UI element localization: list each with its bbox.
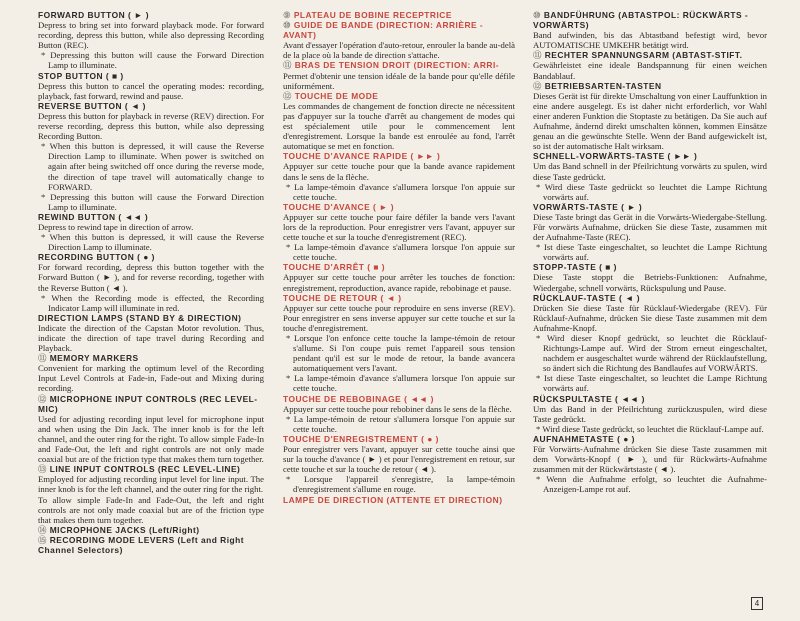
text: MEMORY MARKERS xyxy=(49,353,139,364)
text: VORWÄRTS-TASTE ( ► ) xyxy=(533,201,643,212)
text: PLATEAU DE BOBINE RECEPTRICE xyxy=(293,10,452,20)
text: Depress to bring set into forward playback mode. For forward recording, depress this button, while also depressing Recording Button (REC). xyxy=(38,20,264,51)
text: RÜCKSPULTASTE ( ◄◄ ) xyxy=(533,393,645,404)
paragraph xyxy=(38,474,264,494)
paragraph xyxy=(533,444,767,474)
bullet-note xyxy=(286,333,515,374)
section-heading xyxy=(38,394,264,414)
text: To allow simple Fade-In and Fade-Out, the left and right controls are not only made coaxial but are of the friction type that makes them turn together. xyxy=(38,494,264,525)
text: * Ist diese Taste eingeschaltet, so leuchtet die Lampe Richtung vorwärts auf. xyxy=(536,242,767,263)
text: TOUCHE D'ARRÊT ( ■ ) xyxy=(283,262,386,273)
section-heading xyxy=(283,262,515,272)
text: Band aufwinden, bis das Abtastband befestigt wird, bevor AUTOMATISCHE UMKEHR betätigt wird. xyxy=(533,30,767,51)
paragraph xyxy=(38,414,264,464)
section-heading xyxy=(283,60,515,70)
text: * Wird diese Taste gedrückt so leuchtet die Lampe Richtung vorwärts auf. xyxy=(536,181,767,202)
section-heading xyxy=(533,202,767,212)
paragraph xyxy=(38,20,264,50)
paragraph xyxy=(38,323,264,353)
text: * Wird dieser Knopf gedrückt, so leuchtet die Rücklauf-Richtungs-Lampe auf. Wird der Strom erneut eingeschaltet, nachdem er ausgeschaltet wurde während der Rücklaufstellung, so ändert sich die Richtung des Bandlaufes auf VORWÄRTS. xyxy=(536,333,767,374)
text: DIRECTION LAMPS (STAND BY & DIRECTION) xyxy=(38,312,242,323)
text: BETRIEBSARTEN-TASTEN xyxy=(544,80,662,91)
text: For forward recording, depress this button together with the Forward Button ( ► ), and for reverse recording, together with the Reverse Button ( ◄ ). xyxy=(38,262,264,293)
text: RECORDING MODE LEVERS (Left and Right Channel Selectors) xyxy=(38,534,245,555)
text: Depress to rewind tape in direction of arrow. xyxy=(38,221,194,232)
item-number: ⑮ xyxy=(38,534,47,545)
text: RECHTER SPANNUNGSARM (ABTAST-STIFT. xyxy=(544,50,743,61)
section-heading xyxy=(283,495,515,505)
text: * Ist diese Taste eingeschaltet, so leuchtet die Lampe Richtung vorwärts auf. xyxy=(536,373,767,394)
paragraph xyxy=(533,212,767,242)
text: * When the Recording mode is effected, the Recording Indicator Lamp will illuminate in red. xyxy=(41,292,264,313)
text: Um das Band schnell in der Pfeilrichtung vorwärts zu spulen, wird diese Taste gedrückt. xyxy=(533,161,767,182)
text: FORWARD BUTTON ( ► ) xyxy=(38,10,150,20)
bullet-note xyxy=(536,373,767,394)
section-heading xyxy=(38,71,264,81)
section-heading xyxy=(38,212,264,222)
section-heading xyxy=(38,353,264,363)
paragraph xyxy=(283,161,515,181)
item-number: ⑪ xyxy=(533,50,542,61)
text: Permet d'obtenir une tension idéale de la bande pour qu'elle défile uniformément. xyxy=(283,70,515,91)
text: Appuyer sur cette touche pour reproduire en sens inverse (REV). Pour enregistrer en sens inverse appuyer sur cette touche et sur la touche d'enregistrement. xyxy=(283,302,515,333)
text: AUFNAHMETASTE ( ● ) xyxy=(533,433,635,444)
section-heading xyxy=(38,464,264,474)
paragraph xyxy=(38,262,264,292)
paragraph xyxy=(283,303,515,333)
text: * La lampe-témoin d'avance s'allumera lorsque l'on appuie sur cette touche. xyxy=(286,242,515,263)
section-heading xyxy=(533,81,767,91)
section-heading xyxy=(283,20,515,40)
section-heading xyxy=(533,293,767,303)
section-heading xyxy=(38,101,264,111)
text: Gewährleistet eine ideale Bandspannung für einen weichen Bandablauf. xyxy=(533,60,767,81)
paragraph xyxy=(533,272,767,292)
text: BRAS DE TENSION DROIT (DIRECTION: ARRI- xyxy=(294,60,500,71)
text: RECORDING BUTTON ( ● ) xyxy=(38,252,155,263)
item-number: ⑫ xyxy=(38,393,47,404)
text: TOUCHE DE REBOBINAGE ( ◄◄ ) xyxy=(283,393,434,404)
section-heading xyxy=(533,262,767,272)
section-heading xyxy=(283,434,515,444)
paragraph xyxy=(38,111,264,141)
bullet-note xyxy=(536,333,767,374)
text: TOUCHE D'AVANCE RAPIDE ( ►► ) xyxy=(283,151,441,162)
text: * La lampe-témoin d'avance s'allumera lorsque l'on appuie sur cette touche. xyxy=(286,181,515,202)
text: STOP BUTTON ( ■ ) xyxy=(38,70,124,81)
text: TOUCHE DE RETOUR ( ◄ ) xyxy=(283,292,402,303)
text: TOUCHE DE MODE xyxy=(294,90,379,101)
text: TOUCHE D'AVANCE ( ► ) xyxy=(283,201,395,212)
section-heading xyxy=(533,151,767,161)
text: Les commandes de changement de fonction directe ne nécessitent pas d'appuyer sur la touche d'arrêt au changement de modes qui est spécialement utile pour le commencement lent d'enregistrement. Lorsque la bande est enroulée au fond, l'arrêt automatique se met en fonction. xyxy=(283,100,515,152)
text: Appuyer sur cette touche pour arrêter les touches de fonction: enregistrement, reproduction, avance rapide, rebobinage et pause. xyxy=(283,272,515,293)
text: MICROPHONE JACKS (Left/Right) xyxy=(49,524,200,535)
text: BANDFÜHRUNG (ABTASTPOL: RÜCKWÄRTS - VORWÄRTS) xyxy=(533,10,749,31)
text: GUIDE DE BANDE (DIRECTION: ARRIÈRE - AVANT) xyxy=(283,20,484,41)
bullet-note xyxy=(286,373,515,394)
item-number: ⑨ xyxy=(283,10,292,20)
paragraph xyxy=(283,101,515,151)
item-number: ⑫ xyxy=(283,90,292,101)
bullet-note xyxy=(286,413,515,434)
paragraph xyxy=(533,303,767,333)
bullet-note xyxy=(536,181,767,202)
section-heading xyxy=(38,313,264,323)
paragraph xyxy=(283,71,515,91)
section-heading xyxy=(38,525,264,535)
text: * La lampe-témoin de retour s'allumera lorsque l'on appuie sur cette touche. xyxy=(286,413,515,434)
paragraph xyxy=(38,222,264,232)
text: Used for adjusting recording input level for microphone input and when using the Din Jack. The inner knob is for the left channel, and the outer ring for the right. To allow simple Fade-In and Fade-Out, the left and right controls are not only made coaxial but are of the friction type that makes them turn together. xyxy=(38,413,264,465)
item-number: ⑬ xyxy=(38,464,47,475)
paragraph xyxy=(283,40,515,60)
paragraph xyxy=(283,212,515,242)
page-number: 4 xyxy=(751,597,763,610)
bullet-note xyxy=(536,242,767,263)
paragraph xyxy=(38,495,264,525)
text: Pour enregistrer vers l'avant, appuyer sur cette touche ainsi que sur la touche d'avance ( ► ) et pour l'enregistrement en retour, sur cette touche et sur la touche de retour ( ◄ ). xyxy=(283,444,515,475)
section-heading xyxy=(283,202,515,212)
text: Dieses Gerät ist für direkte Umschaltung von einer Lauffunktion in eine andere ausgelegt. Es ist daher nicht erforderlich, vor Wahl einer anderen Funktion die Stoptaste zu betätigen. Da Sie auch auf Aufnahme, ändernd direkt umschalten können, kommen Einsätze genau an die gewünschte Stelle. Wenn der Band aufgewickelt ist, so ist der automatische Halt wirksam. xyxy=(533,90,767,152)
text: Diese Taste stoppt die Betriebs-Funktionen: Aufnahme, Wiedergabe, schnell vorwärts, Rückspulung und Pause. xyxy=(533,272,767,293)
text: MICROPHONE INPUT CONTROLS (REC LEVEL-MIC) xyxy=(38,393,258,414)
section-heading xyxy=(533,10,767,30)
bullet-note xyxy=(41,50,264,71)
text: STOPP-TASTE ( ■ ) xyxy=(533,262,617,273)
section-heading xyxy=(38,252,264,262)
bullet-note xyxy=(286,242,515,263)
item-number: ⑭ xyxy=(38,524,47,535)
text: * When this button is depressed, it will cause the Reverse Direction Lamp to illuminate. When power is switched on again after being switched off once during the reverse mode, the direction of tape travel will automatically change to FORWARD. xyxy=(41,141,264,192)
section-heading xyxy=(533,50,767,60)
section-heading xyxy=(283,293,515,303)
text: Appuyer sur cette touche pour rebobiner dans le sens de la flèche. xyxy=(283,403,512,414)
text: SCHNELL-VORWÄRTS-TASTE ( ►► ) xyxy=(533,151,698,162)
text: Diese Taste bringt das Gerät in die Vorwärts-Wiedergabe-Stellung. Für vorwärts Aufnahme, drücken Sie diese Taste, zusammen mit der Aufnahme-Taste (REC). xyxy=(533,211,767,243)
bullet-note xyxy=(41,292,264,313)
text: Drücken Sie diese Taste für Rücklauf-Wiedergabe (REV). Für Rücklauf-Aufnahme, drücken Sie diese Taste zusammen mit dem Aufnahme-Knopf. xyxy=(533,302,767,333)
text: Depress this button for playback in reverse (REV) direction. For reverse recording, depress this button, while also depressing Recording Button. xyxy=(38,110,264,142)
text: * Wenn die Aufnahme erfolgt, so leuchtet die Aufnahme-Anzeigen-Lampe rot auf. xyxy=(536,474,767,495)
text: LAMPE DE DIRECTION (ATTENTE ET DIRECTION) xyxy=(283,494,503,505)
text: * Depressing this button will cause the Forward Direction Lamp to illuminate. xyxy=(41,50,264,71)
text: REVERSE BUTTON ( ◄ ) xyxy=(38,100,146,111)
section-heading xyxy=(283,394,515,404)
text: Avant d'essayer l'opération d'auto-retour, enrouler la bande au-delà de la place où la bande de direction s'attache. xyxy=(283,40,515,61)
text: * Lorsque l'on enfonce cette touche la lampe-témoin de retour s'allume. Si l'on coupe puis remet l'appareil sous tension pendant qu'il est sur le mode de retour, la bande avancera automatiquement vers l'avant. xyxy=(286,333,515,374)
text: LINE INPUT CONTROLS (REC LEVEL-LINE) xyxy=(49,464,241,475)
bullet-note xyxy=(536,474,767,495)
bullet-note xyxy=(41,232,264,253)
section-heading xyxy=(533,394,767,404)
text: * La lampe-témoin d'avance s'allumera lorsque l'on appuie sur cette touche. xyxy=(286,373,515,394)
text: RÜCKLAUF-TASTE ( ◄ ) xyxy=(533,292,640,303)
text: Appuyer sur cette touche pour que la bande avance rapidement dans le sens de la flèche. xyxy=(283,161,515,182)
text: Um das Band in der Pfeilrichtung zurückzuspulen, wird diese Taste gedrückt. xyxy=(533,403,767,424)
section-heading xyxy=(283,91,515,101)
paragraph xyxy=(38,363,264,393)
french-column xyxy=(283,10,515,505)
bullet-note xyxy=(41,191,264,212)
paragraph xyxy=(533,404,767,424)
paragraph xyxy=(533,91,767,152)
paragraph xyxy=(283,444,515,474)
bullet-note xyxy=(286,474,515,495)
section-heading xyxy=(283,10,515,20)
text: REWIND BUTTON ( ◄◄ ) xyxy=(38,211,149,222)
paragraph xyxy=(283,272,515,292)
text: Für Vorwärts-Aufnahme drücken Sie diese Taste zusammen mit dem Vorwärts-Knopf ( ► ), und für Rückwärts-Aufnahme zusammen mit der Rückwärtstaste ( ◄ ). xyxy=(533,444,767,475)
section-heading xyxy=(533,434,767,444)
text: Appuyer sur cette touche pour faire défiler la bande vers l'avant lors de la reproduction. Pour enregistrer vers l'avant, appuyer sur cette touche et sur la touche d'enregistrement (REC). xyxy=(283,211,515,243)
paragraph xyxy=(533,30,767,50)
text: Depress this button to cancel the operating modes: recording, playback, fast forward, rewind and pause. xyxy=(38,80,264,101)
bullet-note xyxy=(286,181,515,202)
item-number: ⑩ xyxy=(283,20,292,31)
text: Indicate the direction of the Capstan Motor revolution. Thus, indicate the direction of tape travel during Recording and Playback. xyxy=(38,322,264,354)
bullet-note xyxy=(536,423,767,434)
section-heading xyxy=(38,10,264,20)
text: Employed for adjusting recording input level for line input. The inner knob is for the left channel, and the outer ring for the right. xyxy=(38,474,264,495)
item-number: ⑪ xyxy=(283,60,292,71)
text: Convenient for marking the optimum level of the Recording Input Level Controls at Fade-in, Fade-out and Mixing during recording. xyxy=(38,363,264,394)
english-column xyxy=(38,10,264,555)
german-column xyxy=(533,10,767,495)
section-heading xyxy=(283,151,515,161)
item-number: ⑪ xyxy=(38,353,47,364)
paragraph xyxy=(533,161,767,181)
paragraph xyxy=(283,404,515,414)
text: * Depressing this button will cause the Forward Direction Lamp to illuminate. xyxy=(41,191,264,212)
section-heading xyxy=(38,535,264,555)
text: * When this button is depressed, it will cause the Reverse Direction Lamp to illuminate. xyxy=(41,232,264,253)
text: TOUCHE D'ENREGISTREMENT ( ● ) xyxy=(283,433,439,444)
text: * Lorsque l'appareil s'enregistre, la lampe-témoin d'enregistrement s'allume en rouge. xyxy=(286,474,515,495)
text: * Wird diese Taste gedrückt, so leuchtet die Rücklauf-Lampe auf. xyxy=(536,423,764,434)
item-number: ⑫ xyxy=(533,80,542,91)
paragraph xyxy=(38,81,264,101)
paragraph xyxy=(533,60,767,80)
bullet-note xyxy=(41,141,264,192)
item-number: ⑩ xyxy=(533,10,542,20)
